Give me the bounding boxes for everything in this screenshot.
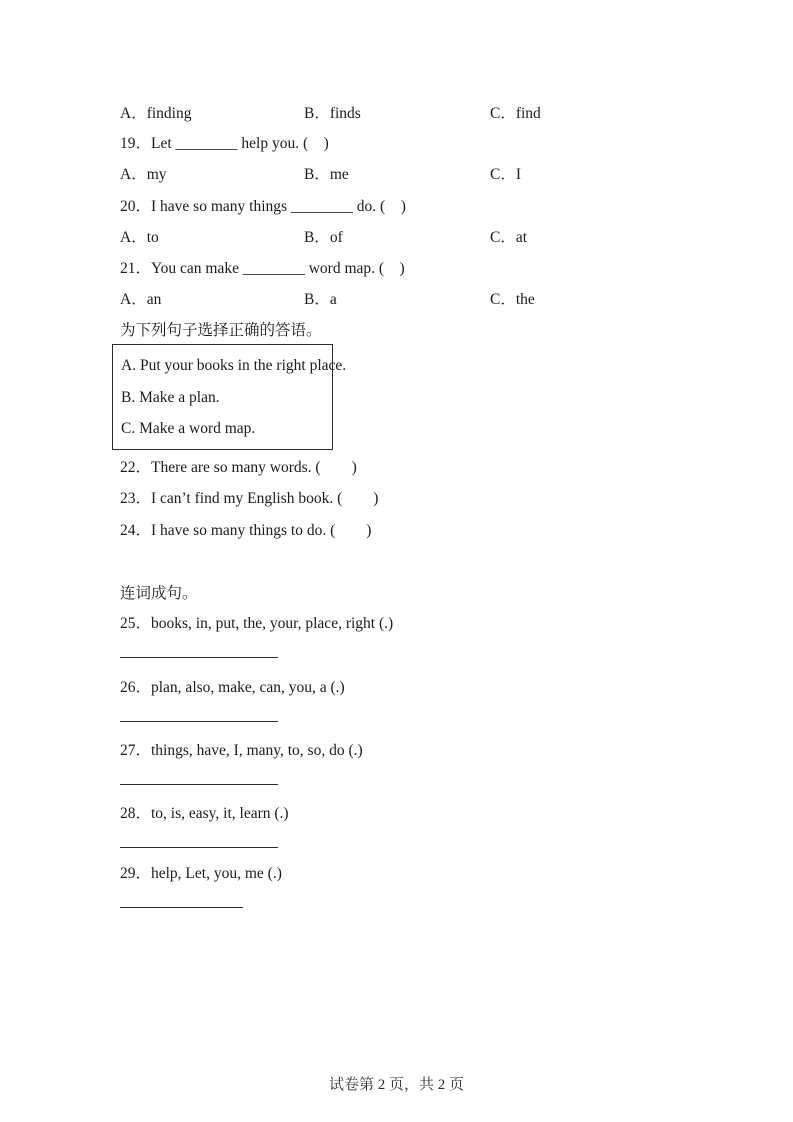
box-option-c: C. Make a word map. [121,420,256,437]
question-19: 19．Let ________ help you. ( ) [120,135,329,152]
options-row-20 [0,225,793,247]
option-b: B．finds [304,105,361,122]
answer-blank-26 [120,721,278,722]
option-a: A．an [120,291,162,308]
option-a: A．my [120,166,167,183]
question-27: 27．things, have, I, many, to, so, do (.) [120,742,363,759]
option-c: C．find [490,105,541,122]
option-c: C．at [490,229,528,246]
box-option-b: B. Make a plan. [121,389,220,406]
box-option-a: A. Put your books in the right place. [121,357,347,374]
option-a: A．finding [120,105,192,122]
options-row-21 [0,287,793,309]
page-footer: 试卷第 2 页，共 2 页 [328,1077,464,1093]
option-c: C．the [490,291,535,308]
options-row-18 [0,101,793,123]
question-29: 29．help, Let, you, me (.) [120,865,282,882]
question-22: 22．There are so many words. ( ) [120,459,357,476]
answer-blank-25 [120,657,278,658]
question-26: 26．plan, also, make, can, you, a (.) [120,679,345,696]
option-c: C．I [490,166,522,183]
options-row-19 [0,162,793,184]
option-b: B．a [304,291,337,308]
answer-options-box [112,344,347,450]
question-21: 21．You can make ________ word map. ( ) [120,260,405,277]
option-a: A．to [120,229,159,246]
question-25: 25．books, in, put, the, your, place, right (.) [120,615,394,632]
section-reply-instruction: 为下列句子选择正确的答语。 [120,322,322,339]
question-24: 24．I have so many things to do. ( ) [120,522,372,539]
answer-blank-28 [120,847,278,848]
option-b: B．of [304,229,343,246]
question-20: 20．I have so many things ________ do. ( ) [120,198,406,215]
question-23: 23．I can’t find my English book. ( ) [120,490,379,507]
answer-blank-27 [120,784,278,785]
option-b: B．me [304,166,349,183]
answer-blank-29 [120,907,243,908]
question-28: 28．to, is, easy, it, learn (.) [120,805,289,822]
section-rearrange-instruction: 连词成句。 [120,585,198,602]
